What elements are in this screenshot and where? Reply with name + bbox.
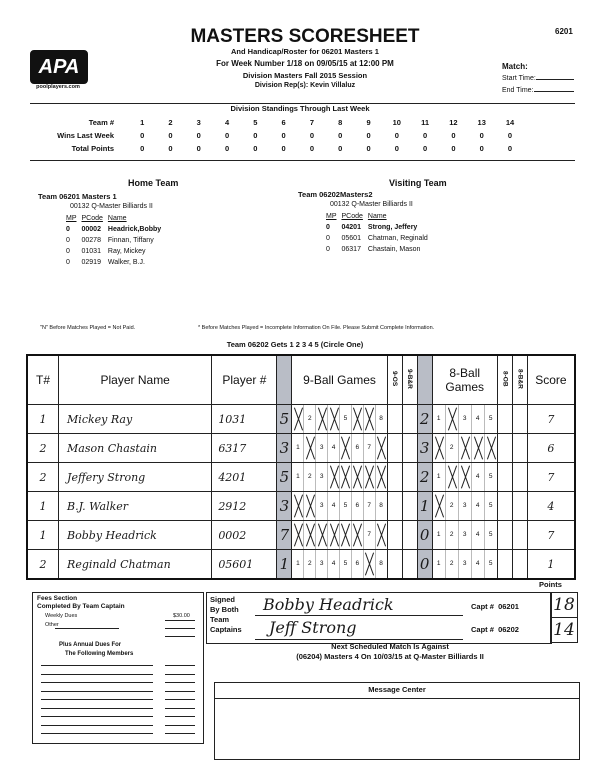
standings-title: Division Standings Through Last Week — [230, 104, 370, 113]
game-box[interactable]: 2 — [304, 463, 316, 491]
game-box[interactable]: 5 — [488, 473, 493, 480]
col-player-name: Player Name — [59, 355, 212, 405]
roster-row — [326, 233, 433, 244]
eight-br-cell[interactable] — [512, 550, 527, 580]
game-box[interactable]: 4 — [472, 463, 485, 491]
home-roster: MP PCode Name 0 00002 Headrick,Bobby 0 00278 Finnan, Tiffany 0 01031 Ray, Mickey 0 02919 Walker, B.J. — [66, 213, 166, 268]
nine-br-cell[interactable] — [402, 521, 417, 550]
standings-wins: 0 — [196, 131, 201, 140]
roster-row — [66, 224, 166, 235]
roster-pcode: 00002 — [81, 226, 101, 233]
game-box[interactable]: 3 — [316, 492, 328, 520]
eight-ob-cell[interactable] — [497, 434, 512, 463]
fee-line[interactable] — [41, 725, 153, 726]
fee-line[interactable] — [41, 691, 153, 692]
eight-ob-cell[interactable] — [497, 405, 512, 434]
points-label: Points — [539, 580, 562, 589]
eight-ob-cell[interactable] — [497, 463, 512, 492]
game-box[interactable] — [340, 521, 352, 549]
roster-mp: 0 — [326, 235, 330, 242]
fee-amount-line[interactable] — [165, 708, 195, 709]
nine-br-cell[interactable] — [402, 405, 417, 434]
fees-section: Fees Section Completed By Team Captain Weekly Dues $30.00 Other Plus Annual Dues For The Following Members — [32, 592, 204, 744]
nine-os-cell[interactable] — [387, 434, 402, 463]
eight-br-cell[interactable] — [512, 492, 527, 521]
team-number-cell[interactable]: 1 — [27, 492, 59, 521]
visiting-location: 00132 Q-Master Billiards II — [330, 201, 413, 208]
game-box[interactable]: 1 — [433, 405, 446, 433]
game-box[interactable] — [304, 434, 316, 462]
week-line: For Week Number 1/18 on 09/05/15 at 12:00 PM — [216, 59, 394, 68]
standings-table: Team # 1 2 3 4 5 6 7 8 9 10 11 12 13 14 Wins Last Week 0 0 0 0 0 0 0 0 0 0 0 0 0 0 Total Points 0 0 0 0 0 0 0 0 0 0 0 0 0 0 — [24, 116, 524, 155]
visiting-captain-signature: Jeff Strong — [269, 618, 357, 637]
roster-name: Chatman, Reginald — [367, 235, 428, 242]
fee-line[interactable] — [41, 682, 153, 683]
roster-name: Walker, B.J. — [107, 259, 145, 266]
game-box[interactable]: 6 — [352, 492, 364, 520]
standings-points: 0 — [140, 144, 145, 153]
nine-ball-games[interactable] — [292, 405, 387, 434]
standings-team-num: 7 — [309, 118, 315, 127]
page-title: MASTERS SCORESHEET — [190, 26, 420, 47]
nine-os-cell[interactable] — [387, 463, 402, 492]
game-box[interactable]: 3 — [459, 550, 472, 578]
game-box[interactable]: 4 — [472, 550, 485, 578]
game-box[interactable]: 4 — [472, 405, 485, 433]
standings-points: 0 — [168, 144, 173, 153]
eight-br-cell[interactable] — [512, 434, 527, 463]
game-box[interactable]: 4 — [328, 492, 340, 520]
roster-row — [326, 222, 433, 233]
skill-9ball-cell[interactable]: 3 — [277, 434, 292, 463]
game-box[interactable]: 2 — [304, 550, 316, 578]
game-box[interactable]: 4 — [328, 550, 340, 578]
eight-ball-games[interactable] — [432, 521, 497, 550]
standings-team-num: 8 — [338, 118, 343, 127]
fee-line[interactable] — [41, 699, 153, 700]
game-box[interactable]: 2 — [304, 405, 316, 433]
standings-team-num: 9 — [366, 118, 371, 127]
handicap-gets: Team 06202 Gets 1 2 3 4 5 (Circle One) — [226, 340, 364, 349]
team-number-cell[interactable]: 2 — [27, 463, 59, 492]
standings-points: 0 — [394, 144, 399, 153]
standings-points: 0 — [451, 144, 456, 153]
roster-mp: 0 — [66, 248, 70, 255]
game-box[interactable] — [459, 434, 472, 462]
standings-wins: 0 — [507, 131, 513, 140]
game-box[interactable] — [485, 434, 497, 462]
roster-name: Headrick,Bobby — [107, 226, 162, 233]
game-box[interactable]: 3 — [316, 550, 328, 578]
game-box[interactable] — [328, 521, 340, 549]
col-9os: 9-OS — [391, 370, 399, 387]
game-box[interactable]: 5 — [340, 550, 352, 578]
skill-9ball-cell[interactable]: 1 — [277, 550, 292, 580]
roster-pcode: 05601 — [341, 235, 361, 242]
game-box[interactable] — [364, 405, 376, 433]
skill-8ball-cell[interactable]: 0 — [417, 521, 432, 550]
standings-wins: 0 — [423, 131, 428, 140]
standings-team-num: 6 — [281, 118, 286, 127]
match-label: Match: — [502, 62, 528, 71]
game-box[interactable]: 7 — [364, 492, 376, 520]
game-box[interactable] — [352, 521, 364, 549]
score-row — [27, 521, 575, 550]
game-box[interactable] — [472, 434, 485, 462]
apa-logo: APA poolplayers.com — [30, 50, 86, 90]
standings-team-num: 14 — [505, 118, 515, 127]
game-box[interactable] — [376, 521, 387, 549]
standings-points: 0 — [224, 144, 230, 153]
team-number-cell[interactable]: 2 — [27, 550, 59, 580]
game-box[interactable] — [376, 463, 387, 491]
score-cell[interactable]: 6 — [527, 434, 575, 463]
game-box[interactable]: 6 — [352, 550, 364, 578]
standings-wins: 0 — [451, 131, 456, 140]
game-box[interactable] — [433, 434, 446, 462]
eight-ob-cell[interactable] — [497, 550, 512, 580]
home-location: 00132 Q-Master Billiards II — [70, 203, 153, 210]
roster-mp: 0 — [66, 226, 70, 233]
roster-row — [326, 244, 433, 255]
eight-ob-cell[interactable] — [497, 492, 512, 521]
score-row — [27, 434, 575, 463]
nine-os-cell[interactable] — [387, 521, 402, 550]
standings-points: 0 — [366, 144, 371, 153]
score-cell[interactable]: 1 — [527, 550, 575, 580]
team-number-cell[interactable]: 1 — [27, 405, 59, 434]
game-box[interactable]: 4 — [472, 521, 485, 549]
eight-br-cell[interactable] — [512, 463, 527, 492]
note-incomplete: * Before Matches Played = Incomplete Information On File. Please Submit Complete Information. — [198, 325, 435, 331]
game-box[interactable] — [364, 463, 376, 491]
standings-team-num: 2 — [168, 118, 173, 127]
game-box[interactable]: 2 — [446, 434, 459, 462]
fee-amount-line[interactable] — [165, 716, 195, 717]
player-number-cell[interactable]: 2912 — [212, 492, 277, 521]
score-row — [27, 492, 575, 521]
fee-amount-line[interactable] — [165, 636, 195, 637]
standings-points: 0 — [309, 144, 315, 153]
roster-pcode: 00278 — [81, 237, 101, 244]
standings-points: 0 — [196, 144, 201, 153]
standings-team-num: 5 — [253, 118, 258, 127]
game-box[interactable]: 5 — [340, 492, 352, 520]
standings-wins: 0 — [253, 131, 258, 140]
game-box[interactable] — [352, 405, 364, 433]
start-time-label: Start Time: — [502, 75, 574, 82]
game-box[interactable]: 7 — [364, 434, 376, 462]
nine-ball-games[interactable] — [292, 463, 387, 492]
game-box[interactable]: 5 — [488, 531, 493, 538]
home-points: 18 — [550, 592, 578, 618]
game-box[interactable] — [328, 463, 340, 491]
standings-points: 0 — [338, 144, 343, 153]
game-box[interactable] — [304, 521, 316, 549]
game-box[interactable]: 7 — [364, 521, 376, 549]
nine-ball-games[interactable] — [292, 521, 387, 550]
game-box[interactable]: 1 — [292, 550, 304, 578]
standings-points: 0 — [423, 144, 428, 153]
standings-wins: 0 — [366, 131, 371, 140]
col-8ball: 8-Ball Games — [432, 355, 497, 405]
fee-amount-line[interactable] — [165, 699, 195, 700]
home-heading: Home Team — [128, 178, 179, 188]
roster-pcode: 01031 — [81, 248, 101, 255]
game-box[interactable] — [304, 492, 316, 520]
fee-amount-line[interactable] — [165, 674, 195, 675]
roster-mp: 0 — [326, 246, 330, 253]
game-box[interactable] — [364, 550, 376, 578]
standings-wins: 0 — [224, 131, 230, 140]
game-box[interactable] — [376, 434, 387, 462]
eight-ball-games[interactable] — [432, 550, 497, 580]
game-box[interactable]: 4 — [328, 434, 340, 462]
player-name-cell[interactable]: B.J. Walker — [59, 492, 212, 521]
col-player-num: Player # — [212, 355, 277, 405]
standings-wins: 0 — [338, 131, 343, 140]
eight-br-cell[interactable] — [512, 521, 527, 550]
game-box[interactable]: 3 — [459, 521, 472, 549]
game-box[interactable]: 8 — [379, 502, 383, 509]
game-box[interactable] — [340, 463, 352, 491]
signature-box: Signed By Both Team Captains Bobby Headrick Jeff Strong Capt # 06201 Capt # 06202 — [206, 592, 552, 644]
game-box[interactable]: 2 — [446, 492, 459, 520]
fee-line[interactable] — [41, 674, 153, 675]
nine-br-cell[interactable] — [402, 434, 417, 463]
eight-ball-games[interactable] — [432, 463, 497, 492]
skill-9ball-cell[interactable]: 7 — [277, 521, 292, 550]
standings-points: 0 — [253, 144, 258, 153]
player-name-cell[interactable]: Mickey Ray — [59, 405, 212, 434]
nine-ball-games[interactable] — [292, 434, 387, 463]
standings-wins: 0 — [281, 131, 286, 140]
score-row — [27, 550, 575, 580]
score-cell[interactable]: 4 — [527, 492, 575, 521]
message-center: Message Center — [214, 682, 580, 760]
standings-team-num: 4 — [224, 118, 230, 127]
game-box[interactable]: 8 — [379, 560, 383, 567]
game-box[interactable] — [292, 521, 304, 549]
game-box[interactable] — [292, 492, 304, 520]
game-box[interactable] — [340, 434, 352, 462]
skill-8ball-cell[interactable]: 2 — [417, 405, 432, 434]
game-box[interactable]: 1 — [433, 521, 446, 549]
fee-amount-line[interactable] — [165, 733, 195, 734]
score-row — [27, 405, 575, 434]
game-box[interactable]: 3 — [459, 405, 472, 433]
nine-ball-games[interactable] — [292, 492, 387, 521]
game-box[interactable] — [433, 492, 446, 520]
next-match-title: Next Scheduled Match Is Against — [331, 642, 449, 651]
skill-9ball-cell[interactable]: 3 — [277, 492, 292, 521]
col-8br: 8-B&R — [516, 368, 524, 389]
game-box[interactable]: 3 — [459, 492, 472, 520]
game-box[interactable]: 5 — [340, 405, 352, 433]
visiting-heading: Visiting Team — [389, 178, 447, 188]
game-box[interactable] — [459, 463, 472, 491]
game-box[interactable]: 1 — [433, 463, 446, 491]
roster-row — [66, 235, 166, 246]
standings-team-num: 1 — [140, 118, 145, 127]
score-row — [27, 463, 575, 492]
col-8ob: 8-OB — [501, 370, 509, 387]
fee-amount-line[interactable] — [165, 682, 195, 683]
game-box[interactable]: 8 — [379, 415, 383, 422]
game-box[interactable]: 5 — [488, 502, 493, 509]
fee-amount-line[interactable] — [165, 620, 195, 621]
nine-br-cell[interactable] — [402, 463, 417, 492]
player-number-cell[interactable]: 6317 — [212, 434, 277, 463]
note-not-paid: "N" Before Matches Played = Not Paid. — [40, 325, 136, 331]
standings-points: 0 — [507, 144, 513, 153]
roster-line: And Handicap/Roster for 06201 Masters 1 — [231, 47, 379, 56]
fee-line[interactable] — [41, 716, 153, 717]
skill-8ball-cell[interactable]: 2 — [417, 463, 432, 492]
skill-8ball-cell[interactable]: 0 — [417, 550, 432, 580]
eight-br-cell[interactable] — [512, 405, 527, 434]
visiting-points: 14 — [550, 617, 578, 643]
score-cell[interactable]: 7 — [527, 521, 575, 550]
roster-mp: 0 — [66, 237, 70, 244]
standings-team-num: 11 — [421, 118, 430, 127]
home-team: Team 06201 Masters 1 — [38, 192, 117, 201]
nine-os-cell[interactable] — [387, 492, 402, 521]
game-box[interactable] — [352, 463, 364, 491]
standings-wins: 0 — [394, 131, 399, 140]
game-box[interactable]: 4 — [472, 492, 485, 520]
roster-name: Ray, Mickey — [107, 248, 146, 255]
roster-name: Finnan, Tiffany — [107, 237, 154, 244]
roster-name: Chastain, Mason — [367, 246, 421, 253]
skill-9ball-cell[interactable]: 5 — [277, 405, 292, 434]
fee-amount-line[interactable] — [165, 665, 195, 666]
roster-row — [66, 246, 166, 257]
standings-points: 0 — [281, 144, 286, 153]
player-number-cell[interactable]: 05601 — [212, 550, 277, 580]
game-box[interactable]: 1 — [292, 463, 304, 491]
player-name-cell[interactable]: Mason Chastain — [59, 434, 212, 463]
game-box[interactable]: 2 — [446, 521, 459, 549]
nine-os-cell[interactable] — [387, 405, 402, 434]
fee-line[interactable] — [41, 708, 153, 709]
score-cell[interactable]: 7 — [527, 405, 575, 434]
standings-wins: 0 — [168, 131, 173, 140]
player-name-cell[interactable]: Reginald Chatman — [59, 550, 212, 580]
fee-line[interactable] — [41, 733, 153, 734]
eight-ball-games[interactable] — [432, 405, 497, 434]
game-box[interactable]: 2 — [446, 550, 459, 578]
roster-pcode: 04201 — [341, 224, 361, 231]
team-number-cell[interactable]: 2 — [27, 434, 59, 463]
nine-ball-games[interactable] — [292, 550, 387, 580]
nine-os-cell[interactable] — [387, 550, 402, 580]
game-box[interactable] — [316, 521, 328, 549]
roster-name: Strong, Jeffery — [367, 224, 418, 231]
fee-amount-line[interactable] — [165, 628, 195, 629]
visiting-roster: MP PCode Name 0 04201 Strong, Jeffery 0 05601 Chatman, Reginald 0 06317 Chastain, Mason — [326, 211, 433, 255]
game-box[interactable]: 5 — [488, 415, 493, 422]
col-9br: 9-B&R — [406, 368, 414, 389]
roster-row — [66, 257, 166, 268]
roster-pcode: 06317 — [341, 246, 361, 253]
fee-amount-line[interactable] — [165, 691, 195, 692]
skill-9ball-cell[interactable]: 5 — [277, 463, 292, 492]
score-cell[interactable]: 7 — [527, 463, 575, 492]
end-time-label: End Time: — [502, 87, 574, 94]
game-box[interactable] — [446, 405, 459, 433]
eight-ob-cell[interactable] — [497, 521, 512, 550]
game-box[interactable] — [316, 405, 328, 433]
fee-amount-line[interactable] — [165, 725, 195, 726]
home-captain-signature: Bobby Headrick — [263, 595, 394, 614]
player-number-cell[interactable]: 1031 — [212, 405, 277, 434]
skill-8ball-cell[interactable]: 1 — [417, 492, 432, 521]
skill-8ball-cell[interactable]: 3 — [417, 434, 432, 463]
fee-line[interactable] — [41, 665, 153, 666]
team-number-cell[interactable]: 1 — [27, 521, 59, 550]
standings-wins: 0 — [140, 131, 145, 140]
game-box[interactable]: 1 — [433, 550, 446, 578]
nine-br-cell[interactable] — [402, 550, 417, 580]
standings-team-num: 3 — [196, 118, 201, 127]
game-box[interactable]: 6 — [352, 434, 364, 462]
roster-mp: 0 — [66, 259, 70, 266]
col-score: Score — [527, 355, 575, 405]
standings-team-num: 13 — [477, 118, 486, 127]
player-name-cell[interactable]: Bobby Headrick — [59, 521, 212, 550]
player-number-cell[interactable]: 4201 — [212, 463, 277, 492]
eight-ball-games[interactable] — [432, 434, 497, 463]
rep-line: Division Rep(s): Kevin Villaluz — [254, 82, 356, 89]
col-tnum: T# — [27, 355, 59, 405]
division-line: Division Masters Fall 2015 Session — [242, 71, 368, 80]
game-box[interactable]: 5 — [488, 560, 493, 567]
form-id: 6201 — [555, 27, 573, 36]
standings-team-num: 12 — [449, 118, 458, 127]
game-box[interactable] — [292, 405, 304, 433]
roster-pcode: 02919 — [81, 259, 101, 266]
game-box[interactable]: 1 — [292, 434, 304, 462]
player-name-cell[interactable]: Jeffery Strong — [59, 463, 212, 492]
game-box[interactable]: 3 — [316, 463, 328, 491]
standings-wins: 0 — [309, 131, 315, 140]
score-grid — [26, 354, 576, 580]
game-box[interactable]: 3 — [316, 434, 328, 462]
game-box[interactable] — [328, 405, 340, 433]
standings-points: 0 — [479, 144, 484, 153]
eight-ball-games[interactable] — [432, 492, 497, 521]
next-match-detail: (06204) Masters 4 On 10/03/15 at Q-Master Billiards II — [296, 652, 484, 661]
nine-br-cell[interactable] — [402, 492, 417, 521]
col-9ball: 9-Ball Games — [292, 355, 387, 405]
roster-mp: 0 — [326, 224, 330, 231]
standings-wins: 0 — [479, 131, 484, 140]
player-number-cell[interactable]: 0002 — [212, 521, 277, 550]
game-box[interactable] — [446, 463, 459, 491]
visiting-team: Team 06202Masters2 — [298, 190, 373, 199]
standings-team-num: 10 — [392, 118, 401, 127]
